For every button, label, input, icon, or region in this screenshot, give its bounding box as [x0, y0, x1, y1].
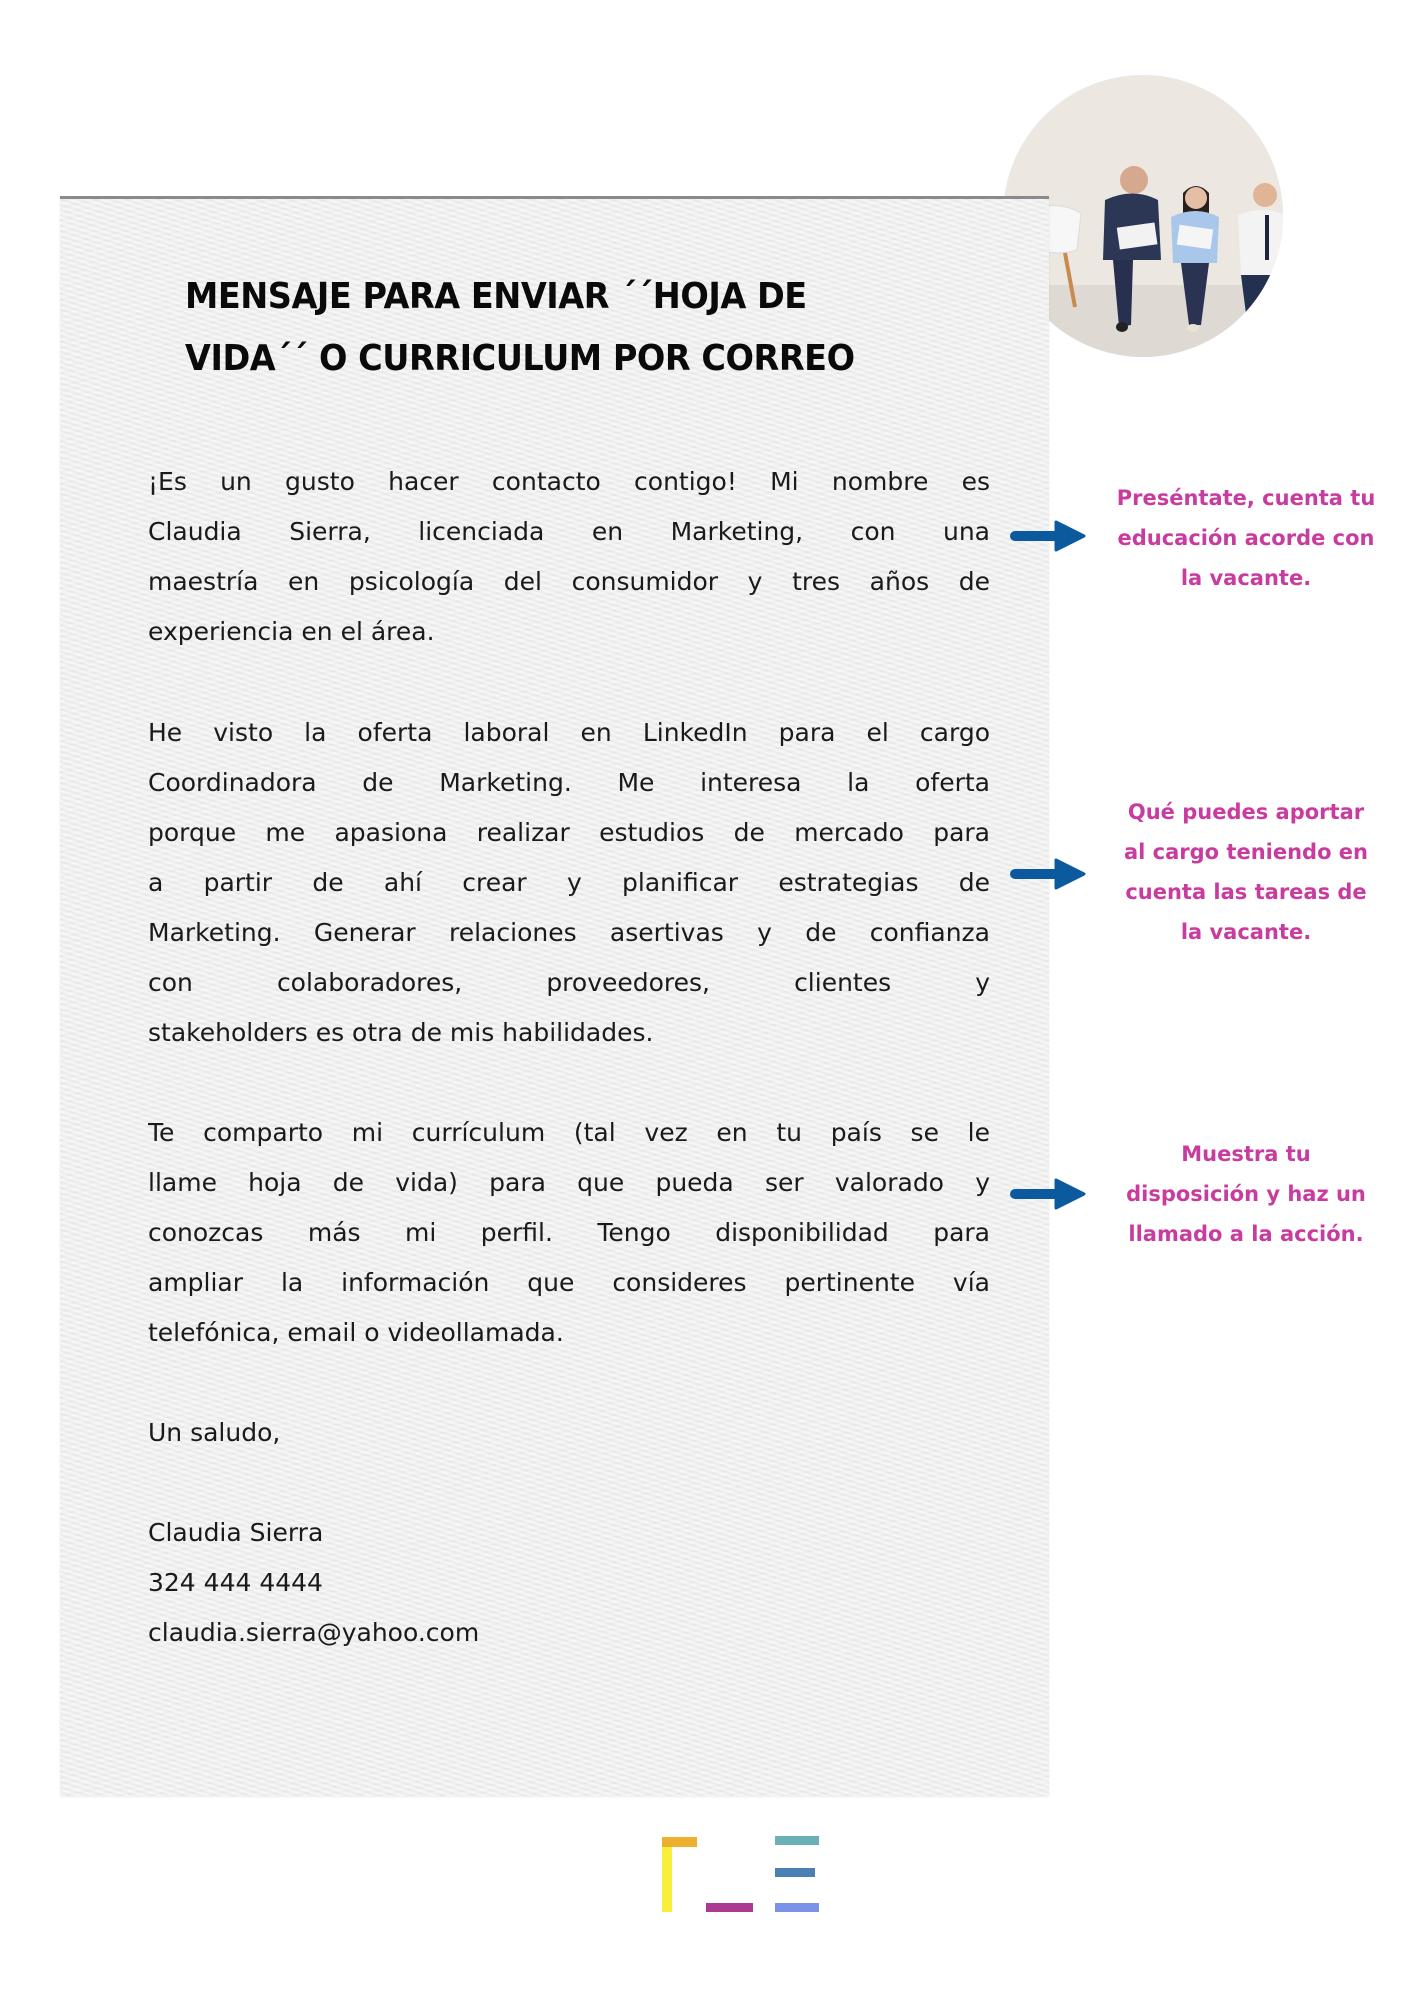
- text-line: maestría en psicología del consumidor y tres años de: [148, 567, 990, 596]
- text-line: experiencia en el área.: [148, 617, 435, 646]
- annotation-line: la vacante.: [1180, 566, 1312, 590]
- annotation-line: llamado a la acción.: [1128, 1222, 1364, 1246]
- page-title: [185, 266, 910, 390]
- logo-bar-blue: [775, 1868, 815, 1877]
- annotation-line: Qué puedes aportar: [1127, 800, 1365, 824]
- annotation-line: disposición y haz un: [1126, 1182, 1366, 1206]
- annotation-contribution: [1095, 792, 1397, 952]
- annotation-line: la vacante.: [1180, 920, 1312, 944]
- logo-bar-teal: [775, 1836, 819, 1845]
- text-line: ¡Es un gusto hacer contacto contigo! Mi nombre es: [148, 467, 990, 496]
- signature-email: claudia.sierra@yahoo.com: [148, 1618, 480, 1647]
- annotation-line: Preséntate, cuenta tu: [1116, 486, 1376, 510]
- annotation-line: cuenta las tareas de: [1125, 880, 1367, 904]
- text-line: a partir de ahí crear y planificar estrategias de: [148, 868, 990, 897]
- text-line: Coordinadora de Marketing. Me interesa la oferta: [148, 768, 990, 797]
- arrow-right-icon: [1010, 857, 1086, 891]
- spacer: [148, 1458, 990, 1508]
- arrow-right-icon: [1010, 1177, 1086, 1211]
- annotation-line: educación acorde con: [1117, 526, 1375, 550]
- paragraph-call-to-action: [148, 1108, 990, 1358]
- text-line: telefónica, email o videollamada.: [148, 1318, 564, 1347]
- annotation-call-to-action: [1095, 1134, 1397, 1254]
- annotation-line: Muestra tu: [1181, 1142, 1311, 1166]
- annotation-line: al cargo teniendo en: [1123, 840, 1368, 864]
- title-line-2: VIDA´´ O CURRICULUM POR CORREO: [185, 338, 855, 379]
- title-line-1: MENSAJE PARA ENVIAR ´´HOJA DE: [185, 276, 807, 317]
- text-line: stakeholders es otra de mis habilidades.: [148, 1018, 654, 1047]
- logo-bar-magenta: [706, 1903, 753, 1912]
- paragraph-motivation: [148, 708, 990, 1058]
- signature-phone: 324 444 4444: [148, 1568, 323, 1597]
- closing-block: [148, 1408, 990, 1658]
- text-line: con colaboradores, proveedores, clientes y: [148, 968, 990, 997]
- text-line: Te comparto mi currículum (tal vez en tu país se le: [148, 1118, 990, 1147]
- arrow-right-icon: [1010, 519, 1086, 553]
- paragraph-introduction: [148, 457, 990, 657]
- logo-bar-orange: [662, 1837, 697, 1847]
- text-line: porque me apasiona realizar estudios de mercado para: [148, 818, 990, 847]
- signature-name: Claudia Sierra: [148, 1518, 324, 1547]
- text-line: llame hoja de vida) para que pueda ser valorado y: [148, 1168, 990, 1197]
- text-line: Claudia Sierra, licenciada en Marketing, con una: [148, 517, 990, 546]
- logo-bar-periwinkle: [775, 1903, 819, 1912]
- text-line: Marketing. Generar relaciones asertivas y de confianza: [148, 918, 990, 947]
- logo-bar-yellow: [662, 1847, 672, 1912]
- closing-greeting: Un saludo,: [148, 1418, 281, 1447]
- text-line: He visto la oferta laboral en LinkedIn para el cargo: [148, 718, 990, 747]
- text-line: conozcas más mi perfil. Tengo disponibilidad para: [148, 1218, 990, 1247]
- annotation-introduction: [1095, 478, 1397, 598]
- text-line: ampliar la información que consideres pertinente vía: [148, 1268, 990, 1297]
